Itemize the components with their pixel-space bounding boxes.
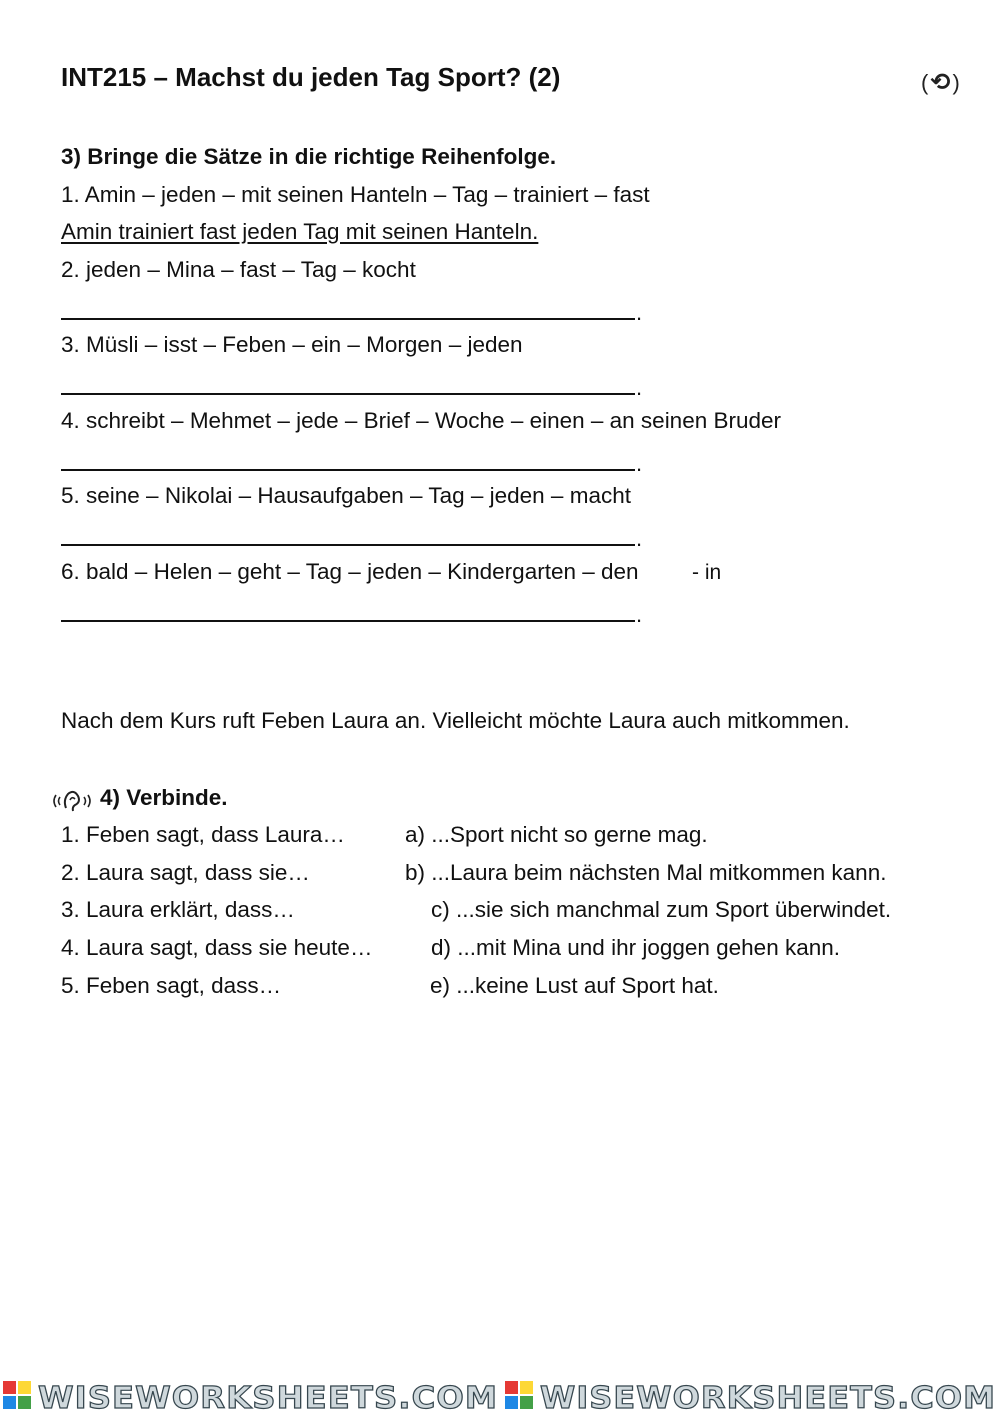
match-left-3: 3. Laura erklärt, dass… bbox=[61, 897, 295, 922]
logo-square bbox=[18, 1381, 31, 1394]
watermark-footer bbox=[0, 1378, 1000, 1413]
listen-ear-icon[interactable] bbox=[50, 788, 94, 814]
page-title: INT215 – Machst du jeden Tag Sport? (2) bbox=[61, 62, 561, 92]
logo-square bbox=[3, 1381, 16, 1394]
answer-blank-2[interactable] bbox=[61, 318, 635, 320]
answer-period-4: . bbox=[636, 451, 643, 476]
match-left-2: 2. Laura sagt, dass sie… bbox=[61, 860, 310, 885]
exercise3-item-1-answer: Amin trainiert fast jeden Tag mit seinen Hanteln. bbox=[61, 219, 539, 244]
exercise4-heading: 4) Verbinde. bbox=[100, 785, 228, 810]
match-right-d: d) ...mit Mina und ihr joggen gehen kann. bbox=[431, 935, 840, 960]
watermark-logo-icon-2 bbox=[505, 1381, 533, 1409]
answer-period-3: . bbox=[636, 375, 643, 400]
match-left-4: 4. Laura sagt, dass sie heute… bbox=[61, 935, 373, 960]
watermark-text-2: WISEWORKSHEETS.COM bbox=[540, 1381, 996, 1413]
answer-blank-6[interactable] bbox=[61, 620, 635, 622]
audio-control[interactable] bbox=[921, 68, 960, 97]
match-right-e: e) ...keine Lust auf Sport hat. bbox=[430, 973, 719, 998]
exercise3-item-6-prompt: 6. bald – Helen – geht – Tag – jeden – Kindergarten – den bbox=[61, 559, 639, 584]
logo-square bbox=[520, 1396, 533, 1409]
match-right-b: b) ...Laura beim nächsten Mal mitkommen kann. bbox=[405, 860, 887, 885]
answer-period-2: . bbox=[636, 300, 643, 325]
logo-square bbox=[505, 1381, 518, 1394]
answer-period-6: . bbox=[636, 602, 643, 627]
logo-square bbox=[3, 1396, 16, 1409]
intro-text: Nach dem Kurs ruft Feben Laura an. Vielleicht möchte Laura auch mitkommen. bbox=[61, 708, 850, 733]
match-right-c: c) ...sie sich manchmal zum Sport überwindet. bbox=[431, 897, 892, 922]
answer-blank-4[interactable] bbox=[61, 469, 635, 471]
watermark-text-1: WISEWORKSHEETS.COM bbox=[38, 1381, 498, 1413]
logo-square bbox=[520, 1381, 533, 1394]
answer-period-5: . bbox=[636, 526, 643, 551]
exercise3-item-6-extra: - in bbox=[692, 561, 722, 584]
match-left-5: 5. Feben sagt, dass… bbox=[61, 973, 282, 998]
refresh-bracket-right: ) bbox=[952, 70, 960, 95]
answer-blank-3[interactable] bbox=[61, 393, 635, 395]
watermark-logo-icon-1 bbox=[3, 1381, 31, 1409]
match-right-a: a) ...Sport nicht so gerne mag. bbox=[405, 822, 708, 847]
exercise3-item-4-prompt: 4. schreibt – Mehmet – jede – Brief – Woche – einen – an seinen Bruder bbox=[61, 408, 782, 433]
exercise3-item-2-prompt: 2. jeden – Mina – fast – Tag – kocht bbox=[61, 257, 416, 282]
answer-blank-5[interactable] bbox=[61, 544, 635, 546]
logo-square bbox=[505, 1396, 518, 1409]
exercise3-item-3-prompt: 3. Müsli – isst – Feben – ein – Morgen – jeden bbox=[61, 332, 523, 357]
exercise3-item-1-prompt: 1. Amin – jeden – mit seinen Hanteln – Tag – trainiert – fast bbox=[61, 182, 650, 207]
exercise3-heading: 3) Bringe die Sätze in die richtige Reihenfolge. bbox=[61, 144, 557, 169]
logo-square bbox=[18, 1396, 31, 1409]
match-left-1: 1. Feben sagt, dass Laura… bbox=[61, 822, 345, 847]
exercise3-item-5-prompt: 5. seine – Nikolai – Hausaufgaben – Tag – jeden – macht bbox=[61, 483, 631, 508]
refresh-icon[interactable]: ⟲ bbox=[930, 69, 951, 96]
refresh-bracket-left: ( bbox=[921, 70, 929, 95]
